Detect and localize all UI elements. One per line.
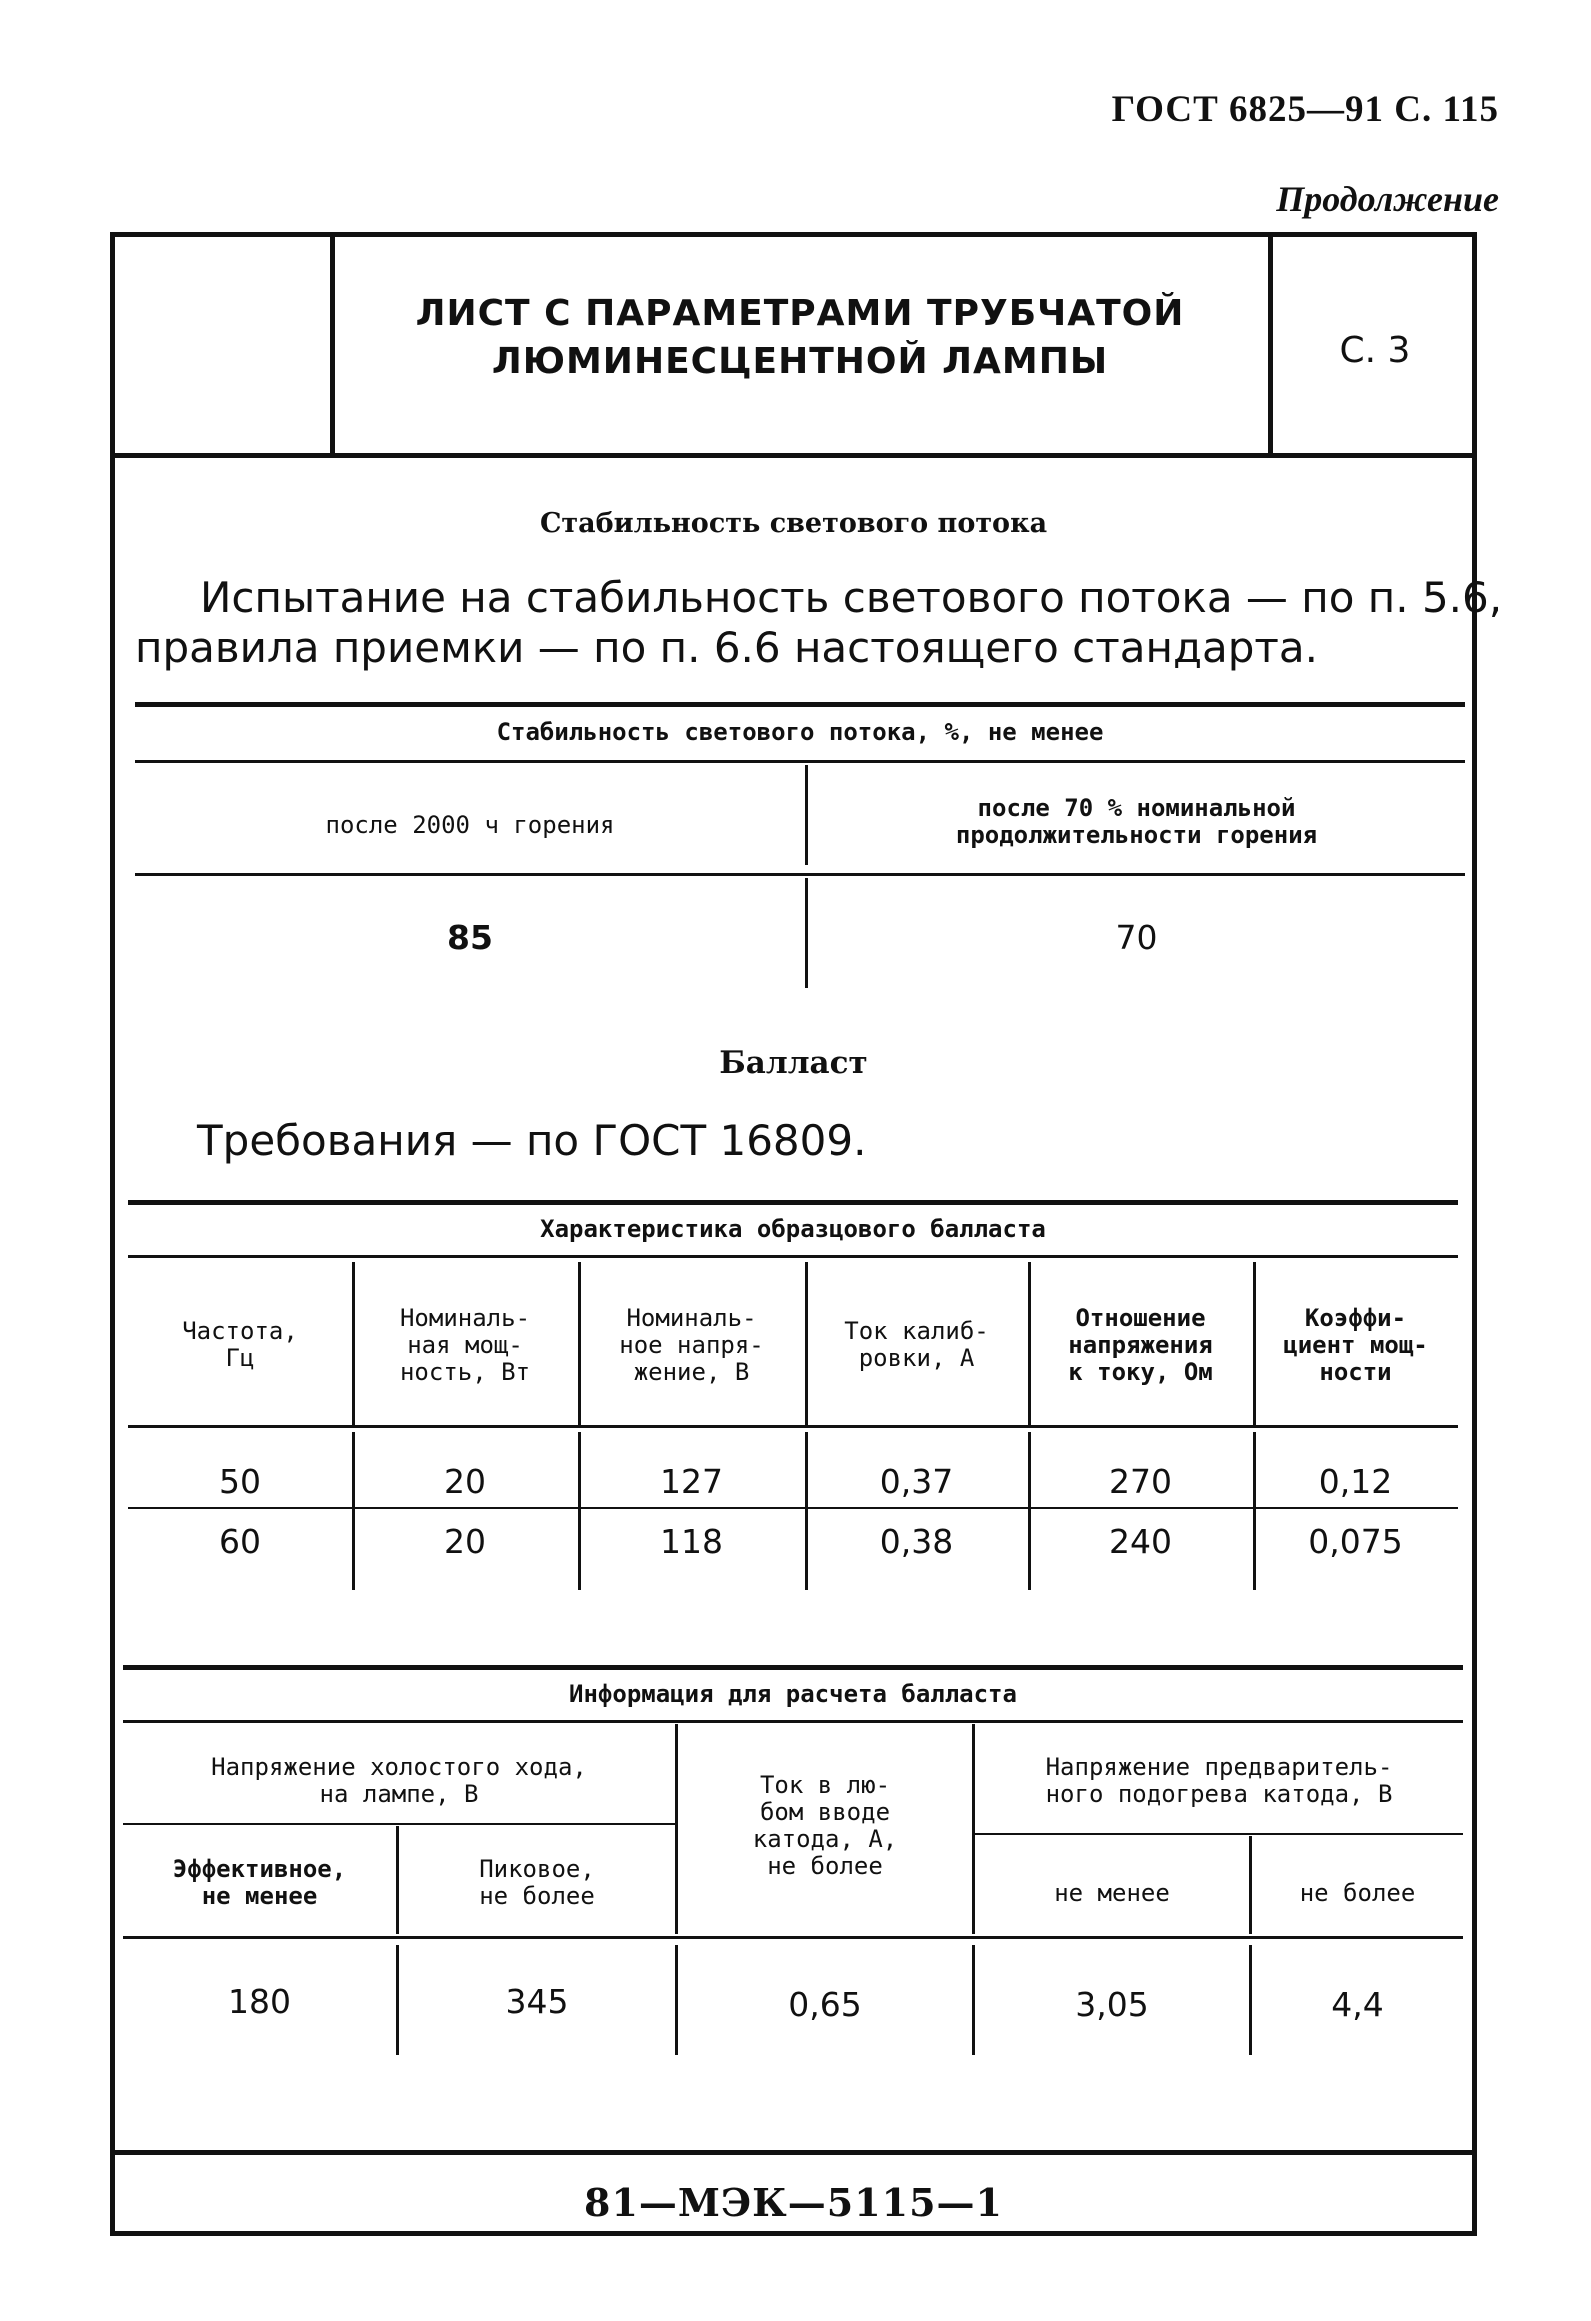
ballast-table-cell: 0,37	[879, 1462, 954, 1501]
stability-value-70pct: 70	[1115, 918, 1158, 957]
calc-header-current-line4: не более	[767, 1852, 883, 1880]
footer-rule	[110, 2150, 1477, 2155]
ballast-table-cell: 0,075	[1308, 1522, 1403, 1561]
ballast-table-top-rule	[128, 1200, 1458, 1205]
ballast-header-cell	[805, 1318, 1028, 1372]
ballast-header-cell	[1253, 1305, 1458, 1386]
ballast-header-line: Ток калиб-	[844, 1317, 989, 1345]
ballast-row-rule	[128, 1507, 1458, 1509]
ballast-table-cell: 60	[219, 1522, 261, 1561]
stability-col1-header: после 2000 ч горения	[325, 811, 615, 839]
stability-table-caption-rule	[135, 760, 1465, 763]
calc-table-top-rule	[123, 1665, 1463, 1670]
calc-value-preheat-min: 3,05	[1075, 1985, 1149, 2024]
sheet-title-line2: ЛЮМИНЕСЦЕНТНОЙ ЛАМПЫ	[491, 341, 1109, 382]
ballast-table-cell: 127	[660, 1462, 723, 1501]
calc-table-caption-rule	[123, 1720, 1463, 1723]
ballast-header-line: Коэффи-	[1304, 1304, 1407, 1332]
ballast-table-caption-rule	[128, 1255, 1458, 1258]
calc-header-min: не менее	[1054, 1879, 1170, 1907]
calc-header-voltage-line2: на лампе, В	[319, 1780, 479, 1808]
calc-header-effective	[123, 1856, 396, 1910]
calc-header-current	[678, 1772, 972, 1880]
calc-header-rule	[123, 1936, 1463, 1939]
ballast-header-line: ровки, А	[858, 1344, 975, 1372]
ballast-header-line: напряжения	[1068, 1331, 1213, 1359]
ballast-header-line: ность, Вт	[399, 1358, 531, 1386]
ballast-header-line: Гц	[225, 1344, 255, 1372]
ballast-header-line: к току, Ом	[1068, 1358, 1213, 1386]
calc-table-caption: Информация для расчета балласта	[569, 1680, 1017, 1708]
ballast-table-cell: 50	[219, 1462, 261, 1501]
calc-header-peak-line2: не более	[479, 1882, 595, 1910]
calc-value-effective: 180	[228, 1982, 291, 2021]
calc-header-preheat	[975, 1754, 1463, 1808]
ballast-body-col-divider	[352, 1432, 355, 1590]
ballast-header-line: Отношение	[1075, 1304, 1206, 1332]
calc-header-peak	[399, 1856, 675, 1910]
calc-voltage-sub-rule	[123, 1823, 675, 1825]
ballast-table-cell: 20	[444, 1462, 486, 1501]
ballast-table-cell: 270	[1109, 1462, 1172, 1501]
ballast-header-line: циент мощ-	[1283, 1331, 1428, 1359]
calc-header-effective-line2: не менее	[201, 1882, 318, 1910]
stability-text-line1: Испытание на стабильность светового потока — по п. 5.6,	[200, 573, 1503, 622]
stability-text-line2: правила приемки — по п. 6.6 настоящего стандарта.	[135, 623, 1318, 672]
ballast-header-cell	[1028, 1305, 1253, 1386]
calc-header-current-line2: бом вводе	[759, 1798, 891, 1826]
ballast-header-line: Номиналь-	[626, 1304, 757, 1332]
calc-header-voltage-line1: Напряжение холостого хода,	[211, 1753, 587, 1781]
calc-value-peak: 345	[505, 1982, 569, 2021]
ballast-table-cell: 20	[444, 1522, 486, 1561]
ballast-requirements-text: Требования — по ГОСТ 16809.	[197, 1116, 867, 1165]
stability-table-top-rule	[135, 702, 1465, 707]
document-reference: ГОСТ 6825—91 С. 115	[1111, 89, 1499, 130]
ballast-header-line: ности	[1319, 1358, 1392, 1386]
ballast-heading: Балласт	[719, 1045, 868, 1081]
sheet-page-number: С. 3	[1339, 330, 1411, 371]
ballast-body-col-divider	[578, 1432, 581, 1590]
calc-preheat-sub-rule	[975, 1833, 1463, 1835]
calc-header-current-line3: катода, А,	[752, 1825, 898, 1853]
ballast-body-col-divider	[1028, 1432, 1031, 1590]
sheet-title-line1: ЛИСТ С ПАРАМЕТРАМИ ТРУБЧАТОЙ	[415, 293, 1185, 334]
ballast-header-cell	[352, 1305, 578, 1386]
calc-header-current-line1: Ток в лю-	[759, 1771, 891, 1799]
ballast-body-col-divider	[1253, 1432, 1256, 1590]
footer-code: 81—МЭК—5115—1	[584, 2180, 1003, 2225]
calc-header-voltage	[123, 1754, 675, 1808]
ballast-table-cell: 118	[660, 1522, 723, 1561]
stability-table-caption: Стабильность светового потока, %, не менее	[496, 718, 1104, 746]
stability-value-2000h: 85	[447, 918, 493, 957]
sheet-title	[335, 290, 1265, 386]
ballast-header-rule	[128, 1425, 1458, 1428]
calc-value-preheat-max: 4,4	[1331, 1985, 1384, 2024]
calc-header-preheat-line2: ного подогрева катода, В	[1045, 1780, 1393, 1808]
stability-heading: Стабильность светового потока	[539, 508, 1048, 539]
stability-col2-header	[808, 795, 1465, 849]
stability-table-header-rule	[135, 873, 1465, 876]
calc-value-current: 0,65	[788, 1985, 862, 2024]
ballast-table-cell: 0,12	[1318, 1462, 1393, 1501]
ballast-header-line: ное напря-	[619, 1331, 764, 1359]
ballast-header-cell	[128, 1318, 352, 1372]
ballast-header-line: Номиналь-	[399, 1304, 531, 1332]
header-divider-right	[1268, 232, 1273, 458]
ballast-table-caption: Характеристика образцового балласта	[540, 1215, 1046, 1243]
stability-col2-header-line1: после 70 % номинальной	[977, 794, 1296, 822]
calc-header-peak-line1: Пиковое,	[479, 1855, 595, 1883]
calc-header-max: не более	[1299, 1879, 1416, 1907]
continuation-label: Продолжение	[1276, 179, 1499, 219]
ballast-header-line: жение, В	[633, 1358, 750, 1386]
stability-col2-header-line2: продолжительности горения	[955, 821, 1318, 849]
ballast-body-col-divider	[805, 1432, 808, 1590]
ballast-header-line: ная мощ-	[407, 1331, 523, 1359]
ballast-table-cell: 240	[1109, 1522, 1172, 1561]
ballast-header-line: Частота,	[182, 1317, 298, 1345]
ballast-table-cell: 0,38	[879, 1522, 954, 1561]
calc-header-effective-line1: Эффективное,	[172, 1855, 347, 1883]
calc-header-preheat-line1: Напряжение предваритель-	[1045, 1753, 1393, 1781]
ballast-header-cell	[578, 1305, 805, 1386]
